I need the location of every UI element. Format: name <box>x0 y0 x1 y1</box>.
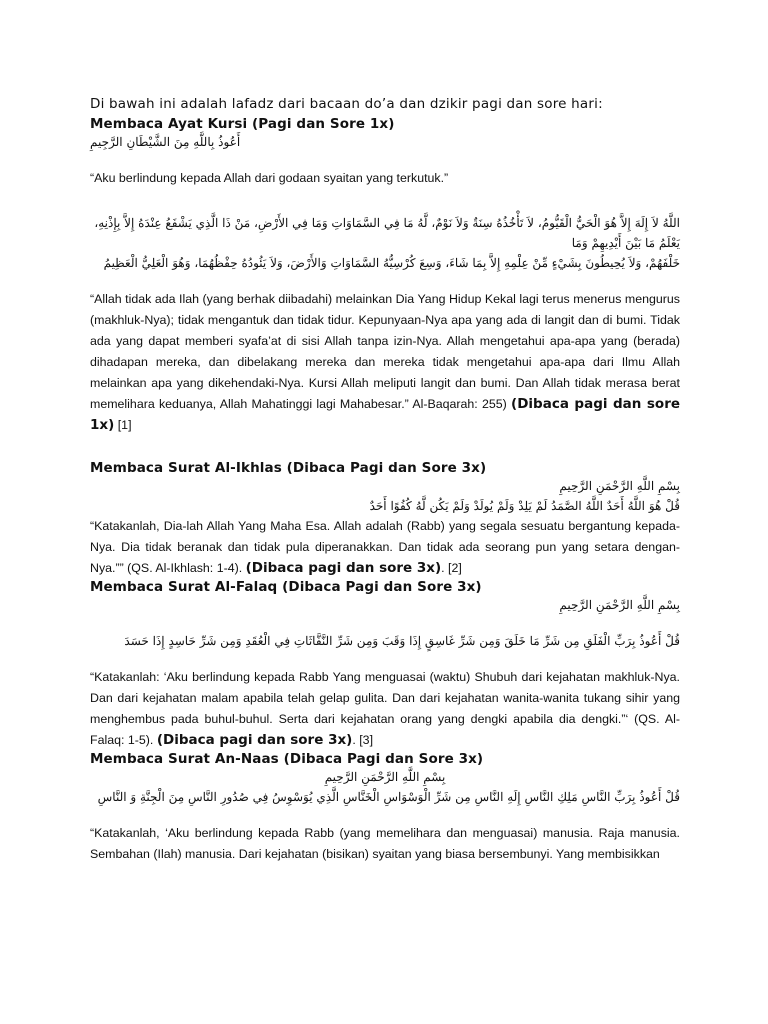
al-ikhlas-ref: . [2] <box>441 561 462 575</box>
ayat-kursi-ref: [1] <box>117 418 132 432</box>
al-ikhlas-note: (Dibaca pagi dan sore 3x) <box>245 560 442 576</box>
taawudz-arabic: أَعُوذُ بِاللَّهِ مِنَ الشَّيْطَانِ الرَّجِيمِ <box>90 135 241 149</box>
an-naas-arabic: قُلْ أَعُوذُ بِرَبِّ النَّاسِ مَلِكِ النَّاسِ إِلَهِ النَّاسِ مِن شَرِّ الْوَسْوَاسِ الْخَنَّاسِ الَّذِي يُوَسْوِسُ فِي صُدُورِ النَّاسِ مِنَ الْجِنَّةِ وَ النَّاسِ <box>97 790 680 804</box>
ayat-kursi-translation-text: “Allah tidak ada Ilah (yang berhak diibadahi) melainkan Dia Yang Hidup Kekal lagi terus menerus mengurus (makhluk-Nya); tidak mengantuk dan tidak tidur. Kepunyaan-Nya apa yang ada di langit dan di bumi. Tidak ada yang dapat memberi syafa’at di sisi Allah tanpa izin-Nya. Allah mengetahui apa-apa yang (berada) dihadapan mereka, dan dibelakang mereka dan mereka tidak mengetahui apa-apa dari Ilmu Allah melainkan apa yang dikehendaki-Nya. Kursi Allah meliputi langit dan bumi. Dan Allah tidak merasa berat memelihara keduanya, Allah Mahatinggi lagi Mahabesar.” Al-Baqarah: 255) <box>90 292 680 411</box>
ayat-kursi-note: (Dibaca pagi dan sore 1x) <box>90 396 681 433</box>
al-falaq-heading: Membaca Surat Al-Falaq (Dibaca Pagi dan Sore 3x) <box>90 579 482 595</box>
document-page <box>90 96 680 865</box>
ayat-kursi-translation <box>90 289 680 436</box>
ayat-kursi-arabic-line2: خَلْفَهُمْ، وَلاَ يُحِيطُونَ بِشَيْءٍ مِّنْ عِلْمِهِ إِلاَّ بِمَا شَاءَ، وَسِعَ كُرْسِيُّهُ السَّمَاوَاتِ وَالأَرْضَ، وَلاَ يَئُودُهُ حِفْظُهُمَا، وَهُوَ الْعَلِيُّ الْعَظِيمُ <box>103 256 680 270</box>
an-naas-heading: Membaca Surat An-Naas (Dibaca Pagi dan Sore 3x) <box>90 751 484 767</box>
taawudz-translation: “Aku berlindung kepada Allah dari godaan syaitan yang terkutuk.” <box>90 171 449 185</box>
al-falaq-basmalah: بِسْمِ اللَّهِ الرَّحْمَنِ الرَّحِيمِ <box>559 598 680 612</box>
al-falaq-ref: . [3] <box>352 733 374 747</box>
al-falaq-translation <box>90 667 680 751</box>
al-ikhlas-translation <box>90 516 680 579</box>
an-naas-translation: “Katakanlah, ‘Aku berlindung kepada Rabb (yang memelihara dan menguasai) manusia. Raja manusia. Sembahan (Ilah) manusia. Dari kejahatan (bisikan) syaitan yang biasa bersembunyi. Yang membisikkan <box>90 826 680 861</box>
al-falaq-arabic: قُلْ أَعُوذُ بِرَبِّ الْفَلَقِ مِن شَرِّ مَا خَلَقَ وَمِن شَرِّ غَاسِقٍ إِذَا وَقَبَ وَمِن شَرِّ النَّفَّاثَاتِ فِي الْعُقَدِ وَمِن شَرِّ حَاسِدٍ إِذَا حَسَدَ <box>124 634 680 648</box>
al-ikhlas-basmalah: بِسْمِ اللَّهِ الرَّحْمَنِ الرَّحِيمِ <box>559 479 680 493</box>
ayat-kursi-heading: Membaca Ayat Kursi (Pagi dan Sore 1x) <box>90 116 395 132</box>
ayat-kursi-arabic-line1: اللَّهُ لاَ إِلَهَ إِلاَّ هُوَ الْحَيُّ الْقَيُّومُ، لاَ تَأْخُذُهُ سِنَةٌ وَلاَ نَوْمٌ، لَّهُ مَا فِي السَّمَاوَاتِ وَمَا فِي الأَرْضِ، مَنْ ذَا الَّذِي يَشْفَعُ عِنْدَهُ إِلاَّ بِإِذْنِهِ، يَعْلَمُ مَا بَيْنَ أَيْدِيهِمْ وَمَا <box>94 216 680 250</box>
al-falaq-note: (Dibaca pagi dan sore 3x) <box>156 732 353 748</box>
al-ikhlas-arabic: قُلْ هُوَ اللَّهُ أَحَدٌ اللَّهُ الصَّمَدُ لَمْ يَلِدْ وَلَمْ يُولَدْ وَلَمْ يَكُن لَّهُ كُفُوًا أَحَدٌ <box>369 499 680 513</box>
intro-text: Di bawah ini adalah lafadz dari bacaan do’a dan dzikir pagi dan sore hari: <box>90 96 603 112</box>
al-falaq-translation-text: “Katakanlah: ‘Aku berlindung kepada Rabb Yang menguasai (waktu) Shubuh dari kejahatan makhluk-Nya. Dan dari kejahatan malam apabila telah gelap gulita. Dan dari kejahatan wanita-wanita tukang sihir yang menghembus pada buhul-buhul. Serta dari kejahatan orang yang dengki apabila dia dengki.”‘ (QS. Al-Falaq: 1-5). <box>90 670 680 747</box>
al-ikhlas-translation-text: “Katakanlah, Dia-lah Allah Yang Maha Esa. Allah adalah (Rabb) yang segala sesuatu bergantung kepada-Nya. Dia tidak beranak dan tidak pula diperanakkan. Dan tidak ada seorang pun yang setara dengan-Nya.”” (QS. Al-Ikhlash: 1-4). <box>90 519 680 575</box>
an-naas-basmalah: بِسْمِ اللَّهِ الرَّحْمَنِ الرَّحِيمِ <box>324 770 446 784</box>
al-ikhlas-heading: Membaca Surat Al-Ikhlas (Dibaca Pagi dan Sore 3x) <box>90 460 487 476</box>
